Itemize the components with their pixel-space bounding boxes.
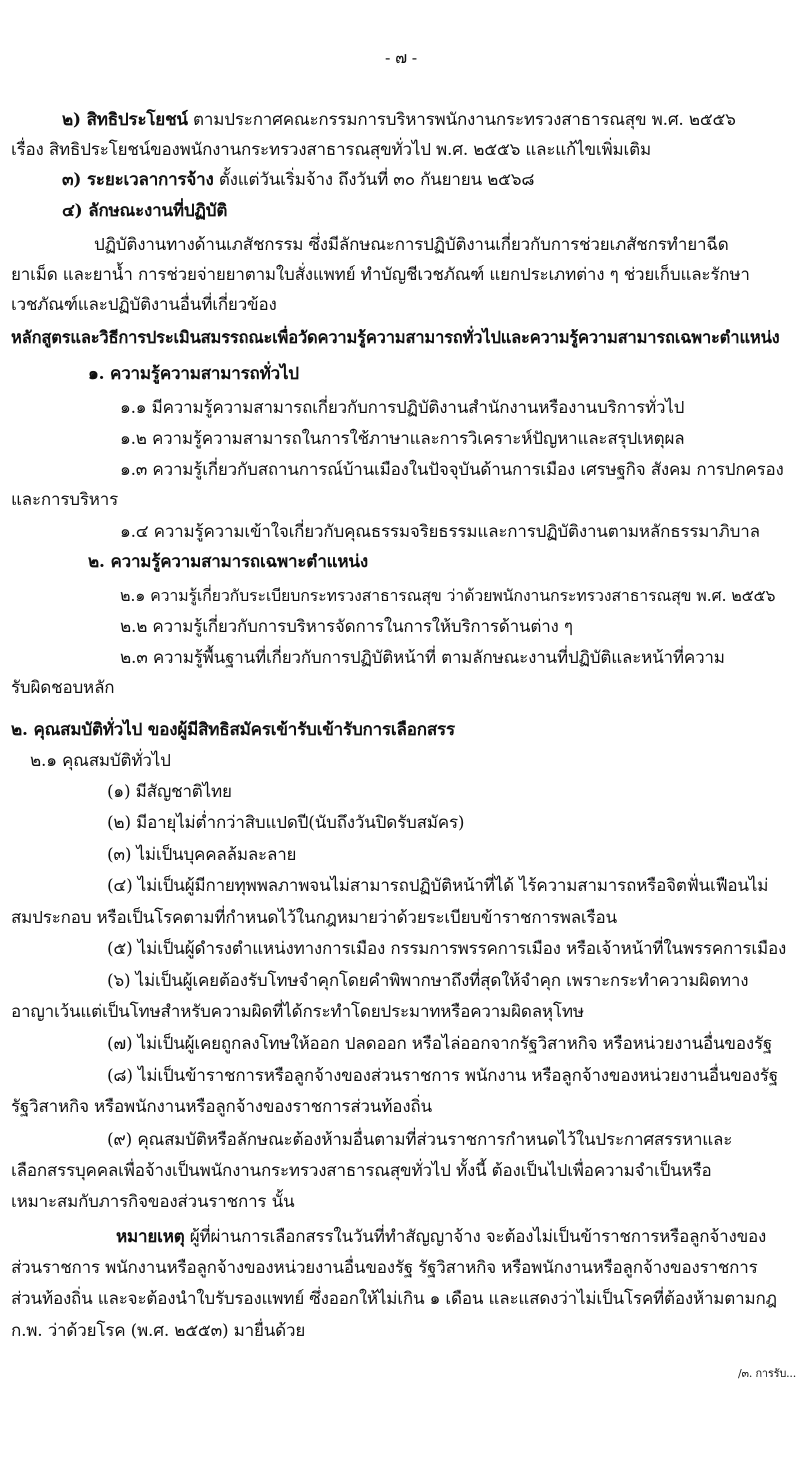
line: ๒.๓ ความรู้พื้นฐานที่เกี่ยวกับการปฏิบัติหน้าที่ ตามลักษณะงานที่ปฏิบัติและหน้าที่ความ <box>120 648 725 668</box>
line: เหมาะสมกับภารกิจของส่วนราชการ นั้น <box>11 1192 295 1212</box>
line: ส่วนราชการ พนักงานหรือลูกจ้างของหน่วยงานอื่นของรัฐ รัฐวิสาหกิจ หรือพนักงานหรือลูกจ้างของราชการ <box>11 1258 758 1278</box>
line: (๓) ไม่เป็นบุคคลล้มละลาย <box>107 845 297 865</box>
line: รัฐวิสาหกิจ หรือพนักงานหรือลูกจ้างของราชการส่วนท้องถิ่น <box>11 1097 432 1117</box>
heading: หลักสูตรและวิธีการประเมินสมรรถณะเพื่อวัดความรู้ความสามารถทั่วไปและความรู้ความสามารถเฉพาะตำแหน่ง <box>11 328 780 347</box>
line: ยาเม็ด และยาน้ำ การช่วยจ่ายยาตามใบสั่งแพทย์ ทำบัญชีเวชภัณฑ์ แยกประเภทต่าง ๆ ช่วยเก็บและรักษา <box>11 265 750 285</box>
heading: ๒. ความรู้ความสามารถเฉพาะตำแหน่ง <box>88 552 368 572</box>
line: (๑) มีสัญชาติไทย <box>107 782 232 802</box>
line: ๑.๓ ความรู้เกี่ยวกับสถานการณ์บ้านเมืองในปัจจุบันด้านการเมือง เศรษฐกิจ สังคม การปกครอง <box>120 460 784 480</box>
line: (๗) ไม่เป็นผู้เคยถูกลงโทษให้ออก ปลดออก หรือไล่ออกจากรัฐวิสาหกิจ หรือหน่วยงานอื่นของรัฐ <box>107 1034 773 1054</box>
line: ๑.๒ ความรู้ความสามารถในการใช้ภาษาและการวิเคราะห์ปัญหาและสรุปเหตุผล <box>120 429 685 449</box>
line: สมประกอบ หรือเป็นโรคตามที่กำหนดไว้ในกฎหมายว่าด้วยระเบียบข้าราชการพลเรือน <box>11 908 617 928</box>
line-job-nature <box>62 199 227 223</box>
line-section-general <box>88 362 299 386</box>
line: (๔) ไม่เป็นผู้มีกายทุพพลภาพจนไม่สามารถปฏิบัติหน้าที่ได้ ไร้ความสามารถหรือจิตฟั่นเฟือนไม่ <box>107 876 769 896</box>
line: ปฏิบัติงานทางด้านเภสัชกรรม ซึ่งมีลักษณะการปฏิบัติงานเกี่ยวกับการช่วยเภสัชกรทำยาฉีด <box>94 235 729 255</box>
line-qualification-heading <box>11 718 455 742</box>
line: ๒.๒ ความรู้เกี่ยวกับการบริหารจัดการในการให้บริการด้านต่าง ๆ <box>120 617 573 637</box>
line: รับผิดชอบหลัก <box>11 678 115 698</box>
line-remark <box>116 1225 766 1249</box>
line-benefits <box>62 108 736 132</box>
line: และการบริหาร <box>11 490 119 510</box>
line-section-specific <box>88 550 368 574</box>
line-curriculum-heading <box>11 326 780 350</box>
line-duration <box>62 168 534 192</box>
line: ๒.๑ ความรู้เกี่ยวกับระเบียบกระทรวงสาธารณสุข ว่าด้วยพนักงานกระทรวงสาธารณสุข พ.ศ. ๒๕๕๖ <box>120 586 776 605</box>
line: (๖) ไม่เป็นผู้เคยต้องรับโทษจำคุกโดยคำพิพากษาถึงที่สุดให้จำคุก เพราะกระทำความผิดทาง <box>107 971 749 991</box>
line: อาญาเว้นแต่เป็นโทษสำหรับความผิดที่ได้กระทำโดยประมาทหรือความผิดลหุโทษ <box>11 1002 584 1022</box>
line: (๕) ไม่เป็นผู้ดำรงตำแหน่งทางการเมือง กรรมการพรรคการเมือง หรือเจ้าหน้าที่ในพรรคการเมือง <box>107 939 787 959</box>
line: ก.พ. ว่าด้วยโรค (พ.ศ. ๒๕๕๓) มายื่นด้วย <box>11 1321 306 1341</box>
heading: ๓) ระยะเวลาการจ้าง <box>62 170 214 190</box>
text: ตามประกาศคณะกรรมการบริหารพนักงานกระทรวงสาธารณสุข พ.ศ. ๒๕๕๖ <box>187 110 736 130</box>
page-number: - ๗ - <box>385 48 418 67</box>
line: (๒) มีอายุไม่ต่ำกว่าสิบแปดปี(นับถึงวันปิดรับสมัคร) <box>107 813 465 833</box>
text: ผู้ที่ผ่านการเลือกสรรในวันที่ทำสัญญาจ้าง จะต้องไม่เป็นข้าราชการหรือลูกจ้างของ <box>184 1227 767 1247</box>
line: เวชภัณฑ์และปฏิบัติงานอื่นที่เกี่ยวข้อง <box>11 295 277 315</box>
continuation-marker: /๓. การรับ... <box>738 1367 796 1380</box>
line: ๑.๑ มีความรู้ความสามารถเกี่ยวกับการปฏิบัติงานสำนักงานหรืองานบริการทั่วไป <box>120 398 685 418</box>
line: (๙) คุณสมบัติหรือลักษณะต้องห้ามอื่นตามที่ส่วนราชการกำหนดไว้ในประกาศสรรหาและ <box>107 1130 733 1150</box>
line: ๒.๑ คุณสมบัติทั่วไป <box>30 751 171 771</box>
line: ส่วนท้องถิ่น และจะต้องนำใบรับรองแพทย์ ซึ่งออกให้ไม่เกิน ๑ เดือน และแสดงว่าไม่เป็นโรคที่ต้องห้ามตามกฎ <box>11 1289 777 1309</box>
line: (๘) ไม่เป็นข้าราชการหรือลูกจ้างของส่วนราชการ พนักงาน หรือลูกจ้างของหน่วยงานอื่นของรัฐ <box>107 1066 778 1086</box>
heading: ๒. คุณสมบัติทั่วไป ของผู้มีสิทธิสมัครเข้ารับเข้ารับการเลือกสรร <box>11 720 455 740</box>
text: ตั้งแต่วันเริ่มจ้าง ถึงวันที่ ๓๐ กันยายน ๒๕๖๘ <box>213 170 535 190</box>
heading: ๒) สิทธิประโยชน์ <box>62 110 188 130</box>
heading: ๑. ความรู้ความสามารถทั่วไป <box>88 364 299 384</box>
heading: ๔) ลักษณะงานที่ปฏิบัติ <box>62 201 228 221</box>
line: ๑.๔ ความรู้ความเข้าใจเกี่ยวกับคุณธรรมจริยธรรมและการปฏิบัติงานตามหลักธรรมาภิบาล <box>120 522 760 542</box>
line: เลือกสรรบุคคลเพื่อจ้างเป็นพนักงานกระทรวงสาธารณสุขทั่วไป ทั้งนี้ ต้องเป็นไปเพื่อความจำเป็นหรือ <box>11 1161 712 1181</box>
remark-label: หมายเหตุ <box>116 1227 185 1247</box>
line: เรื่อง สิทธิประโยชน์ของพนักงานกระทรวงสาธารณสุขทั่วไป พ.ศ. ๒๕๕๖ และแก้ไขเพิ่มเติม <box>11 140 651 160</box>
